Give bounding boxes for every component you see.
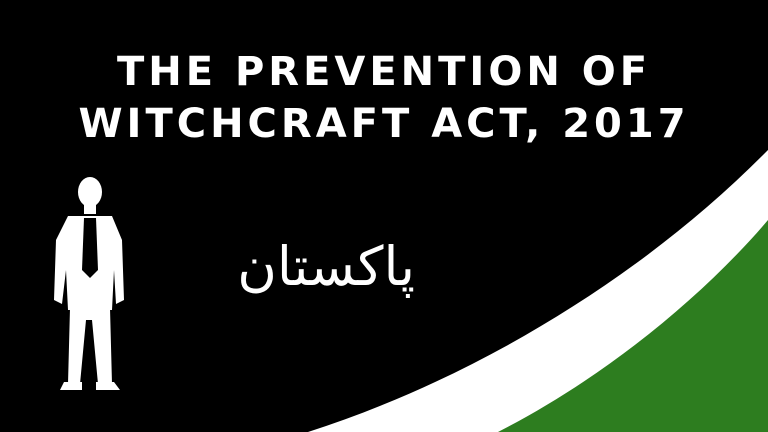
man-silhouette-icon [38,170,138,400]
page-title [0,46,768,150]
title-line-1: THE PREVENTION OF [116,49,652,95]
title-line-2: WITCHCRAFT ACT, 2017 [78,101,690,147]
urdu-pakistan-text: پاکستان [237,235,415,298]
